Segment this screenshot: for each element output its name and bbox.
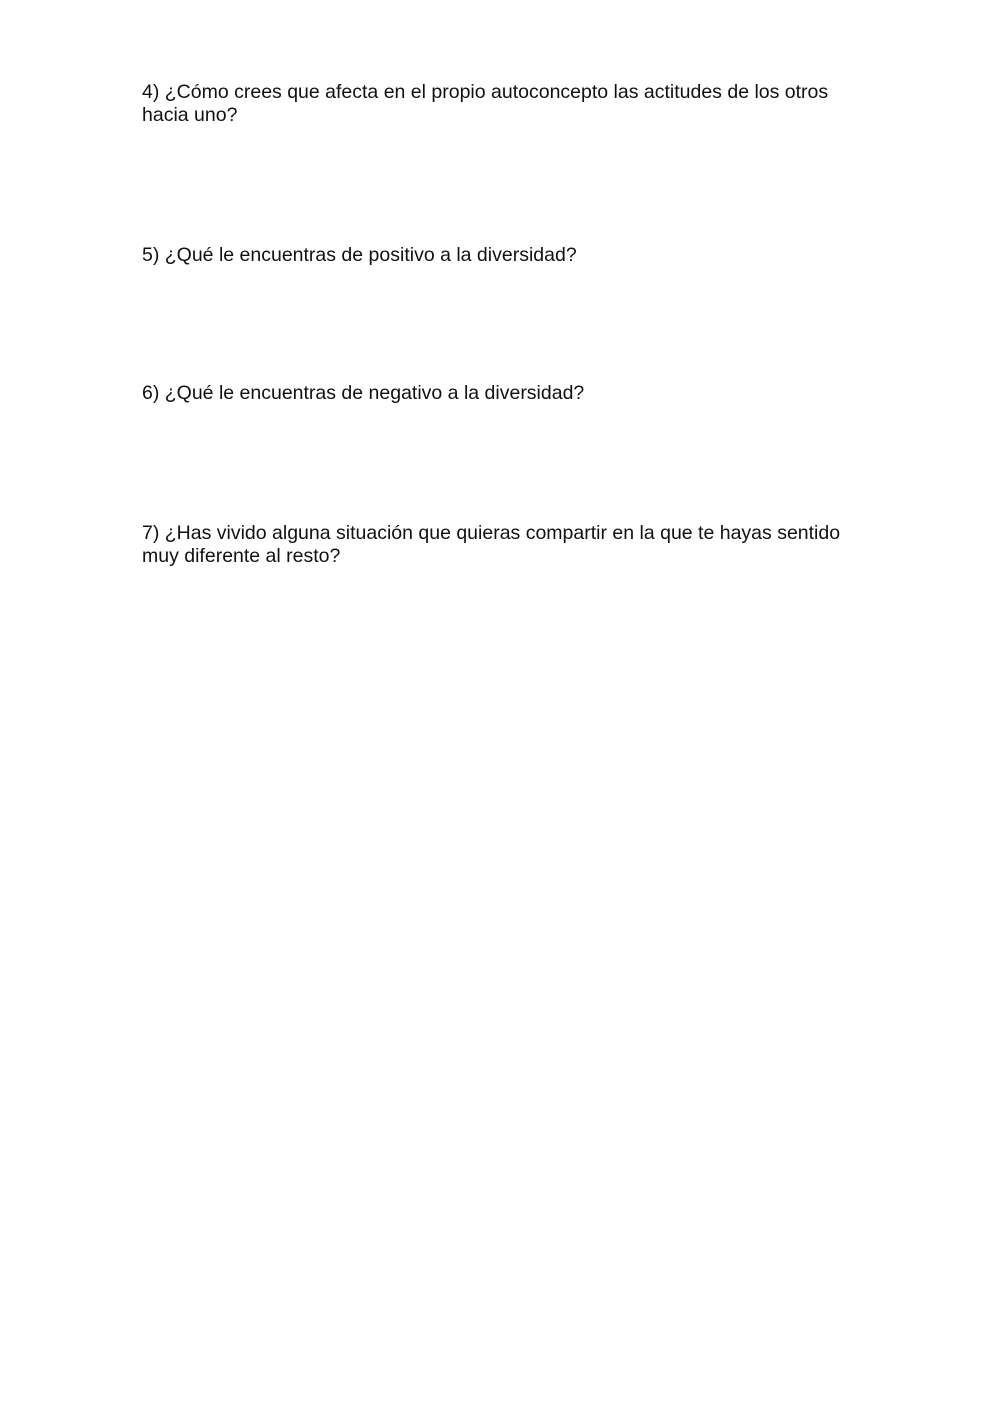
answer-area-7[interactable] xyxy=(142,575,858,975)
question-5: 5) ¿Qué le encuentras de positivo a la diversidad? xyxy=(142,244,577,266)
answer-area-5[interactable] xyxy=(142,272,858,372)
answer-area-4[interactable] xyxy=(142,132,858,232)
question-4: 4) ¿Cómo crees que afecta en el propio autoconcepto las actitudes de los otros hacia uno? xyxy=(142,81,829,126)
answer-area-6[interactable] xyxy=(142,410,858,510)
question-6: 6) ¿Qué le encuentras de negativo a la diversidad? xyxy=(142,382,585,404)
question-7: 7) ¿Has vivido alguna situación que quieras compartir en la que te hayas sentido muy diferente al resto? xyxy=(142,522,841,567)
